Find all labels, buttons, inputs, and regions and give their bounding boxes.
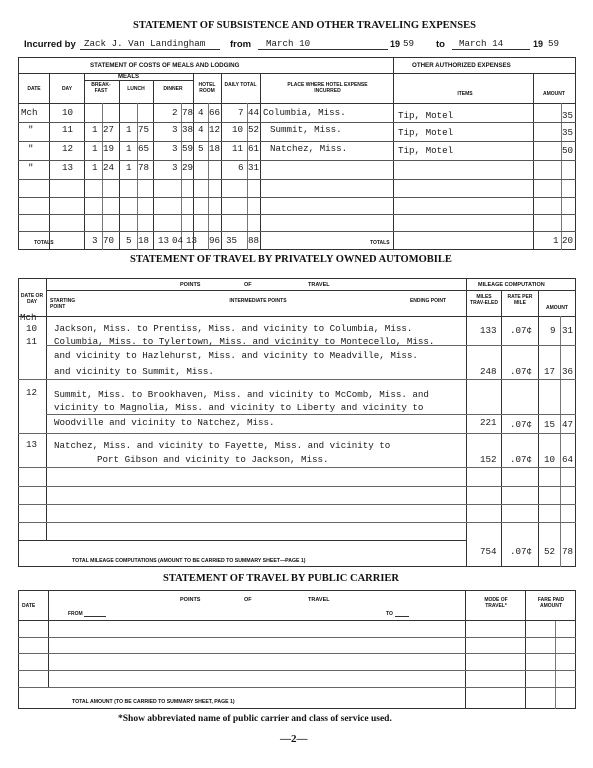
to-year: 59	[548, 38, 560, 49]
total-hotel-dollars: 13	[186, 235, 198, 246]
row-amount-cents: 35	[562, 110, 574, 121]
from-label: from	[230, 39, 252, 50]
row-date: Mch	[21, 107, 38, 118]
carrier-points-label: POINTS	[180, 597, 201, 603]
line-route: and vicinity to Hazlehurst, Miss. and vicinity to Meadville, Miss.	[54, 350, 418, 361]
auto-section-title: STATEMENT OF TRAVEL BY PRIVATELY OWNED AUTOMOBILE	[130, 254, 452, 265]
col-items: ITEMS	[457, 91, 473, 97]
daily-total-cents: 31	[248, 162, 260, 173]
dinner-cents: 38	[182, 124, 194, 135]
line-miles: 248	[480, 366, 497, 377]
page-number: —2—	[280, 733, 308, 745]
col-intermediate-points: INTERMEDIATE POINTS	[229, 298, 287, 304]
col-daily-total: DAILY TOTAL	[224, 82, 257, 88]
line-date: 11	[26, 336, 38, 347]
carrier-col-mode: MODE OF TRAVEL*	[484, 597, 508, 609]
total-breakfast-dollars: 3	[92, 235, 98, 246]
col-miles-traveled: MILES TRAV-ELED	[470, 294, 498, 306]
line-date: 10	[26, 323, 38, 334]
total-daily-cents: 88	[248, 235, 260, 246]
line-route: and vicinity to Summit, Miss.	[54, 366, 214, 377]
col-breakfast: BREAK-FAST	[91, 82, 111, 94]
dinner-dollars: 2	[172, 107, 178, 118]
row-place: Natchez, Miss.	[270, 143, 348, 154]
line-route: Summit, Miss. to Brookhaven, Miss. and vicinity to McComb, Miss. and	[54, 389, 429, 400]
daily-total-dollars: 10	[232, 124, 244, 135]
auto-of-label: OF	[244, 282, 252, 288]
row-day: 10	[62, 107, 74, 118]
total-amount-cents: 78	[562, 546, 574, 557]
line-rate: .07¢	[510, 366, 533, 377]
to-label: to	[436, 39, 445, 50]
line-date: 12	[26, 387, 38, 398]
breakfast-cents: 27	[103, 124, 115, 135]
dinner-cents: 78	[182, 107, 194, 118]
dinner-dollars: 3	[172, 124, 178, 135]
line-route: Columbia, Miss. to Tylertown, Miss. and vicinity to Montecello, Miss.	[54, 336, 435, 347]
line-amount-cents: 31	[562, 325, 574, 336]
auto-month: Mch	[20, 312, 37, 323]
col-amount: AMOUNT	[546, 305, 568, 311]
total-hotel-cents: 96	[209, 235, 221, 246]
meals-section-title: STATEMENT OF COSTS OF MEALS AND LODGING	[90, 62, 240, 69]
daily-total-cents: 61	[248, 143, 260, 154]
carrier-col-to: TO	[386, 611, 393, 617]
col-ending-point: ENDING POINT	[409, 298, 447, 304]
line-amount-dollars: 15	[544, 419, 556, 430]
col-place: PLACE WHERE HOTEL EXPENSE INCURRED	[287, 82, 368, 94]
page-title: STATEMENT OF SUBSISTENCE AND OTHER TRAVELING EXPENSES	[133, 20, 476, 31]
other-expenses-title: OTHER AUTHORIZED EXPENSES	[412, 62, 511, 69]
line-amount-cents: 47	[562, 419, 574, 430]
other-totals-label: TOTALS	[370, 240, 390, 246]
row-amount-cents: 35	[562, 127, 574, 138]
col-amount: AMOUNT	[543, 91, 565, 97]
daily-total-dollars: 7	[238, 107, 244, 118]
incurred-by-label: Incurred by	[24, 39, 76, 50]
footnote: *Show abbreviated name of public carrier and class of service used.	[118, 714, 392, 724]
dinner-dollars: 3	[172, 162, 178, 173]
line-rate: .07¢	[510, 419, 533, 430]
total-rate: .07¢	[510, 546, 533, 557]
breakfast-dollars: 1	[92, 162, 98, 173]
total-lunch-cents: 18	[138, 235, 150, 246]
col-date: DATE	[27, 86, 41, 92]
breakfast-cents: 19	[103, 143, 115, 154]
from-date: March 10	[266, 38, 311, 49]
to-year-prefix: 19	[533, 39, 544, 49]
total-breakfast-cents: 70	[103, 235, 115, 246]
meals-group-header: MEALS	[118, 74, 139, 80]
carrier-travel-label: TRAVEL	[308, 597, 330, 603]
mileage-total-label: TOTAL MILEAGE COMPUTATIONS (AMOUNT TO BE CARRIED TO SUMMARY SHEET—PAGE 1)	[72, 558, 306, 564]
line-rate: .07¢	[510, 325, 533, 336]
row-day: 12	[62, 143, 74, 154]
carrier-section-title: STATEMENT OF TRAVEL BY PUBLIC CARRIER	[163, 573, 400, 584]
lunch-dollars: 1	[126, 143, 132, 154]
row-date: "	[28, 162, 34, 173]
col-hotel-room: HOTEL ROOM	[198, 82, 216, 94]
hotel-cents: 12	[209, 124, 221, 135]
dinner-cents: 59	[182, 143, 194, 154]
line-date: 13	[26, 439, 38, 450]
auto-travel-label: TRAVEL	[308, 282, 330, 288]
carrier-col-from: FROM	[68, 611, 83, 617]
from-year-prefix: 19	[390, 39, 401, 49]
carrier-total-label: TOTAL AMOUNT (TO BE CARRIED TO SUMMARY SHEET, PAGE 1)	[72, 699, 235, 705]
row-amount-cents: 50	[562, 145, 574, 156]
col-lunch: LUNCH	[127, 86, 145, 92]
from-year: 59	[403, 38, 415, 49]
line-miles: 152	[480, 454, 497, 465]
lunch-dollars: 1	[126, 162, 132, 173]
row-item: Tip, Motel	[398, 110, 454, 121]
line-route: vicinity to Magnolia, Miss. and vicinity to Liberty and vicinity to	[54, 402, 424, 413]
daily-total-cents: 44	[248, 107, 260, 118]
line-route: Jackson, Miss. to Prentiss, Miss. and vicinity to Columbia, Miss.	[54, 323, 413, 334]
total-amount-dollars: 52	[544, 546, 556, 557]
line-amount-cents: 36	[562, 366, 574, 377]
hotel-dollars: 5	[198, 143, 204, 154]
row-date: "	[28, 124, 34, 135]
auto-points-label: POINTS	[180, 282, 201, 288]
hotel-cents: 66	[209, 107, 221, 118]
row-item: Tip, Motel	[398, 127, 454, 138]
total-dinner-dollars: 13	[158, 235, 170, 246]
breakfast-dollars: 1	[92, 143, 98, 154]
row-day: 11	[62, 124, 74, 135]
mileage-computation-header: MILEAGE COMPUTATION	[478, 282, 545, 288]
col-rate-per-mile: RATE PER MILE	[507, 294, 533, 306]
line-miles: 133	[480, 325, 497, 336]
row-place: Summit, Miss.	[270, 124, 342, 135]
line-route: Woodville and vicinity to Natchez, Miss.	[54, 417, 275, 428]
col-date-or-day: DATE OR DAY	[20, 293, 44, 305]
daily-total-dollars: 6	[238, 162, 244, 173]
col-day: DAY	[61, 86, 73, 92]
col-starting-point: STARTING POINT	[50, 298, 76, 310]
dinner-cents: 29	[182, 162, 194, 173]
dinner-dollars: 3	[172, 143, 178, 154]
breakfast-cents: 24	[103, 162, 115, 173]
total-dinner-cents: 04	[172, 235, 184, 246]
line-route: Natchez, Miss. and vicinity to Fayette, Miss. and vicinity to	[54, 440, 391, 451]
line-rate: .07¢	[510, 454, 533, 465]
incurred-by-name: Zack J. Van Landingham	[84, 38, 206, 49]
row-place: Columbia, Miss.	[263, 107, 346, 118]
totals-label: TOTALS	[34, 240, 54, 246]
line-miles: 221	[480, 417, 497, 428]
line-amount-dollars: 17	[544, 366, 556, 377]
col-dinner: DINNER	[163, 86, 183, 92]
other-total-dollars: 1	[553, 235, 559, 246]
carrier-col-date: DATE	[22, 603, 36, 609]
line-route: Port Gibson and vicinity to Jackson, Miss.	[97, 454, 329, 465]
line-amount-cents: 64	[562, 454, 574, 465]
lunch-cents: 75	[138, 124, 150, 135]
row-date: "	[28, 143, 34, 154]
carrier-col-fare: FARE PAID AMOUNT	[537, 597, 565, 609]
total-daily-dollars: 35	[226, 235, 238, 246]
to-date: March 14	[459, 38, 504, 49]
lunch-cents: 78	[138, 162, 150, 173]
lunch-cents: 65	[138, 143, 150, 154]
line-amount-dollars: 10	[544, 454, 556, 465]
row-item: Tip, Motel	[398, 145, 454, 156]
row-day: 13	[62, 162, 74, 173]
hotel-dollars: 4	[198, 107, 204, 118]
total-lunch-dollars: 5	[126, 235, 132, 246]
hotel-dollars: 4	[198, 124, 204, 135]
total-miles: 754	[480, 546, 497, 557]
breakfast-dollars: 1	[92, 124, 98, 135]
lunch-dollars: 1	[126, 124, 132, 135]
daily-total-dollars: 11	[232, 143, 244, 154]
line-amount-dollars: 9	[550, 325, 556, 336]
hotel-cents: 18	[209, 143, 221, 154]
other-total-cents: 20	[562, 235, 574, 246]
carrier-of-label: OF	[244, 597, 252, 603]
daily-total-cents: 52	[248, 124, 260, 135]
